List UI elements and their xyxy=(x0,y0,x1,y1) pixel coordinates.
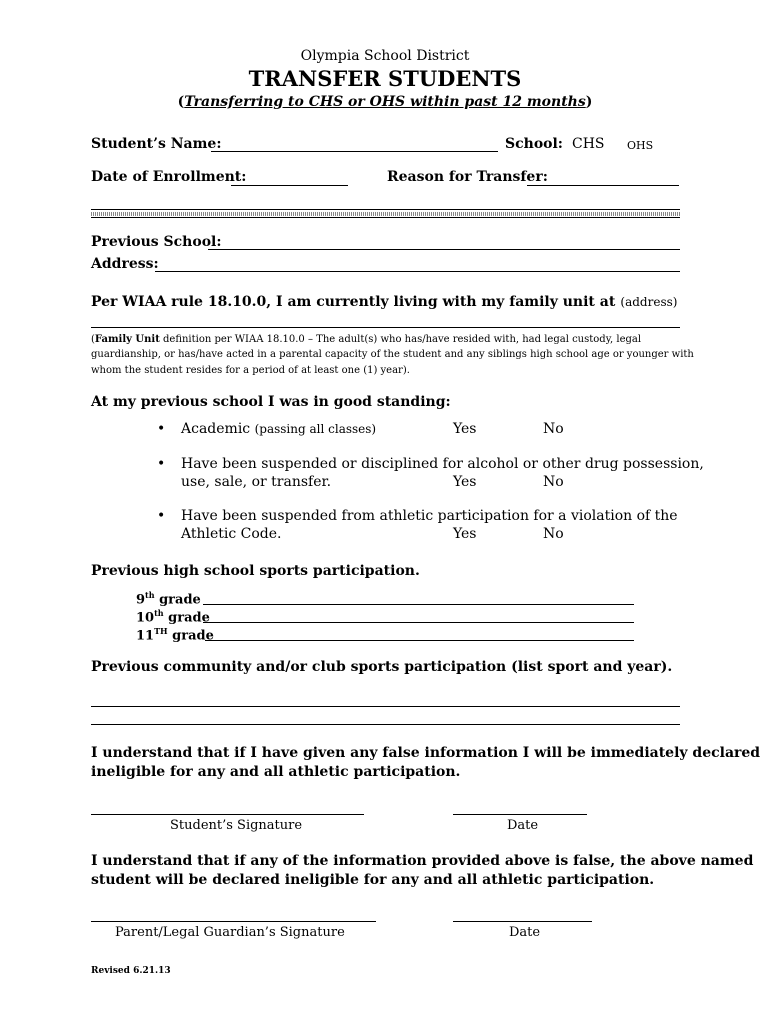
bullet-icon: • xyxy=(157,456,166,472)
bullet-icon: • xyxy=(157,421,166,437)
student-date-label: Date xyxy=(507,818,539,833)
grade-10-field[interactable] xyxy=(203,622,634,623)
date-of-enrollment-label: Date of Enrollment: xyxy=(91,169,247,185)
family-unit-definition-line-1 xyxy=(91,334,641,345)
students-name-label: Student’s Name: xyxy=(91,136,222,152)
district-name: Olympia School District xyxy=(300,48,470,64)
wiaa-statement xyxy=(91,291,677,310)
standing-item-academic xyxy=(181,421,376,437)
standing-item-3-line-2: Athletic Code. xyxy=(181,526,282,542)
reason-for-transfer-label: Reason for Transfer: xyxy=(387,169,548,185)
grade-10-word: grade xyxy=(168,610,210,626)
grade-9-label xyxy=(136,590,201,607)
definition-text-1: definition per WIAA 18.10.0 – The adult(s) who has/have resided with, had legal custody, legal xyxy=(159,334,642,345)
students-name-field[interactable] xyxy=(211,151,498,152)
previous-school-label: Previous School: xyxy=(91,234,222,250)
parent-signature-label: Parent/Legal Guardian’s Signature xyxy=(115,925,345,940)
subtitle-close-paren: ) xyxy=(585,94,593,110)
grade-11-num: 11 xyxy=(136,628,155,644)
student-signature-label: Student’s Signature xyxy=(170,818,303,833)
subtitle-open-paren: ( xyxy=(177,94,185,110)
school-label: School: xyxy=(505,136,563,152)
family-address-field[interactable] xyxy=(91,327,680,328)
sports-heading: Previous high school sports participation. xyxy=(91,563,420,579)
bullet-icon: • xyxy=(157,508,166,524)
grade-11-word: grade xyxy=(172,628,214,644)
form-subtitle xyxy=(0,94,770,110)
standing-heading: At my previous school I was in good standing: xyxy=(91,394,451,410)
definition-open-paren: ( xyxy=(91,334,95,345)
school-option-ohs[interactable]: OHS xyxy=(627,139,654,152)
standing-item-1-yes[interactable]: Yes xyxy=(453,421,477,437)
form-title: TRANSFER STUDENTS xyxy=(248,66,522,91)
community-field-2[interactable] xyxy=(91,724,680,725)
wiaa-address-hint: (address) xyxy=(620,295,678,309)
revision-note: Revised 6.21.13 xyxy=(91,966,171,976)
grade-10-suffix: th xyxy=(154,608,164,618)
family-unit-definition-line-2: guardianship, or has/have acted in a parental capacity of the student and any siblings high school age or younger with xyxy=(91,349,694,360)
student-signature-field[interactable] xyxy=(91,814,364,815)
standing-item-3-no[interactable]: No xyxy=(543,526,564,542)
standing-item-2-yes[interactable]: Yes xyxy=(453,474,477,490)
reason-continuation-line[interactable] xyxy=(91,209,680,210)
standing-item-1-text: Academic xyxy=(181,421,251,437)
standing-item-1-paren: (passing all classes) xyxy=(254,422,377,436)
grade-9-word: grade xyxy=(159,592,201,608)
grade-10-num: 10 xyxy=(136,610,155,626)
standing-item-2-no[interactable]: No xyxy=(543,474,564,490)
grade-9-suffix: th xyxy=(145,590,155,600)
community-field-1[interactable] xyxy=(91,706,680,707)
school-option-chs[interactable]: CHS xyxy=(572,136,605,152)
grade-10-label xyxy=(136,608,210,625)
parent-ack-line-2: student will be declared ineligible for any and all athletic participation. xyxy=(91,872,655,888)
date-of-enrollment-field[interactable] xyxy=(231,185,348,186)
reason-continuation-line-2 xyxy=(91,217,680,218)
grade-11-field[interactable] xyxy=(205,640,634,641)
family-unit-definition-line-3: whom the student resides for a period of at least one (1) year). xyxy=(91,365,410,376)
definition-term: Family Unit xyxy=(94,334,160,345)
parent-date-field[interactable] xyxy=(453,921,592,922)
grade-9-field[interactable] xyxy=(203,604,634,605)
parent-ack-line-1: I understand that if any of the information provided above is false, the above named xyxy=(91,853,754,869)
standing-item-2-line-1: Have been suspended or disciplined for alcohol or other drug possession, xyxy=(181,456,704,472)
grade-11-label xyxy=(136,626,214,643)
standing-item-1-no[interactable]: No xyxy=(543,421,564,437)
address-label: Address: xyxy=(91,256,159,272)
subtitle-text: Transferring to CHS or OHS within past 12 months xyxy=(184,94,586,110)
grade-9-num: 9 xyxy=(136,592,146,608)
student-date-field[interactable] xyxy=(453,814,587,815)
standing-item-3-line-1: Have been suspended from athletic participation for a violation of the xyxy=(181,508,678,524)
wiaa-statement-text: Per WIAA rule 18.10.0, I am currently living with my family unit at xyxy=(91,294,616,310)
reason-continuation-shade xyxy=(91,212,680,216)
student-ack-line-1: I understand that if I have given any false information I will be immediately declared xyxy=(91,745,761,761)
reason-for-transfer-field[interactable] xyxy=(527,185,679,186)
parent-date-label: Date xyxy=(509,925,541,940)
standing-item-2-line-2: use, sale, or transfer. xyxy=(181,474,332,490)
grade-11-suffix: TH xyxy=(154,626,168,636)
student-ack-line-2: ineligible for any and all athletic participation. xyxy=(91,764,461,780)
address-field[interactable] xyxy=(155,271,680,272)
previous-school-field[interactable] xyxy=(208,249,680,250)
parent-signature-field[interactable] xyxy=(91,921,376,922)
community-heading: Previous community and/or club sports participation (list sport and year). xyxy=(91,659,673,675)
standing-item-3-yes[interactable]: Yes xyxy=(453,526,477,542)
